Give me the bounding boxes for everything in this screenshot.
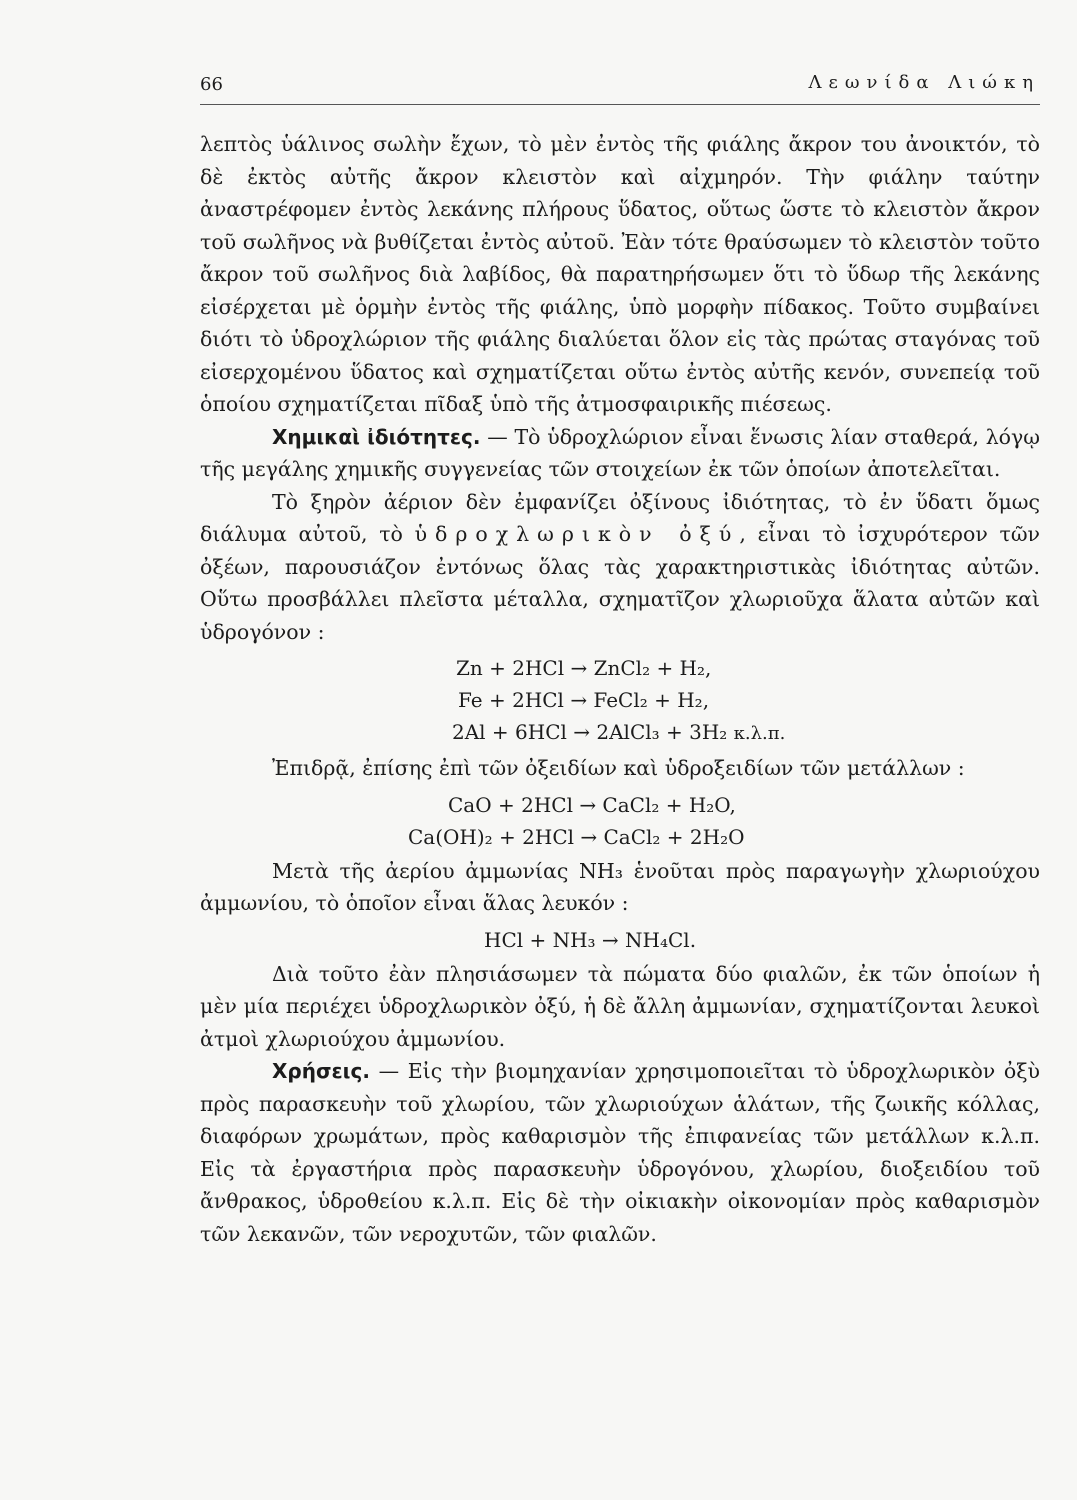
acid-text-after: , εἶναι τὸ ἰσχυρότερον τῶν ὀξέων, παρουσιάζον ἐντόνως ὅλας τὰς χαρακτηριστικὰς ἰδιότητας αὐτῶν. Οὕτω προσβάλλει πλεῖστα μέταλλα, σχηματῖζον χλωριοῦχα ἅλατα αὐτῶν καὶ ὑδρογόνον : xyxy=(200,522,1040,644)
acid-term: ὑδροχλωρικὸν ὀξύ xyxy=(414,522,740,546)
paragraph-acid-properties xyxy=(200,486,1040,649)
paragraph-chemical-properties xyxy=(200,421,1040,486)
paragraph-oxides: Ἐπιδρᾷ, ἐπίσης ἐπὶ τῶν ὀξειδίων καὶ ὑδροξειδίων τῶν μετάλλων : xyxy=(272,756,965,780)
header-rule xyxy=(200,104,1040,105)
page-body xyxy=(200,128,1040,1250)
paragraph-uses xyxy=(200,1055,1040,1250)
equations-oxides xyxy=(200,789,1040,853)
equation-iron: Fe + 2HCl → FeCl₂ + H₂, xyxy=(458,688,710,712)
paragraph-ammonia: Μετὰ τῆς ἀερίου ἀμμωνίας NH₃ ἑνοῦται πρὸς παραγωγὴν χλωριούχου ἀμμωνίου, τὸ ὁποῖον εἶναι ἅλας λευκόν : xyxy=(200,858,1040,915)
etc-abbreviation: κ.λ.π. xyxy=(733,723,786,744)
acid-text-before: Τὸ ξηρὸν ἀέριον δὲν ἐμφανίζει ὀξίνους ἰδιότητας, τὸ ἐν ὕδατι ὅμως διάλυμα αὐτοῦ, τὸ xyxy=(200,489,1040,546)
chemical-properties-text: — Τὸ ὑδροχλώριον εἶναι ἕνωσις λίαν σταθερά, λόγῳ τῆς μεγάλης χημικῆς συγγενείας τῶν στοιχείων ἐκ τῶν ὁποίων ἀποτελεῖται. xyxy=(200,424,1040,481)
equation-calcium-hydroxide: Ca(OH)₂ + 2HCl → CaCl₂ + 2H₂O xyxy=(408,824,745,849)
equations-metals xyxy=(200,652,1040,750)
paragraph-fountain-experiment: λεπτὸς ὑάλινος σωλὴν ἔχων, τὸ μὲν ἐντὸς τῆς φιάλης ἄκρον του ἀνοικτόν, τὸ δὲ ἐκτὸς αὐτῆς ἄκρον κλειστὸν καὶ αἰχμηρόν. Τὴν φιάλην ταύτην ἀναστρέφομεν ἐντὸς λεκάνης πλήρους ὕδατος, οὕτως ὥστε τὸ κλειστὸν ἄκρον τοῦ σωλῆνος νὰ βυθίζεται ἐντὸς αὐτοῦ. Ἐὰν τότε θραύσωμεν τὸ κλειστὸν τοῦτο ἄκρον τοῦ σωλῆνος διὰ λαβίδος, θὰ παρατηρήσωμεν ὅτι τὸ ὕδωρ τῆς λεκάνης εἰσέρχεται μὲ ὁρμὴν ἐντὸς τῆς φιάλης, ὑπὸ μορφὴν πίδακος. Τοῦτο συμβαίνει διότι τὸ ὑδροχλώριον τῆς φιάλης διαλύεται ὅλον εἰς τὰς πρώτας σταγόνας τοῦ εἰσερχομένου ὕδατος καὶ σχηματίζεται οὕτω ἐντὸς αὐτῆς κενόν, συνεπείᾳ τοῦ ὁποίου σχηματίζεται πῖδαξ ὑπὸ τῆς ἀτμοσφαιρικῆς πιέσεως. xyxy=(200,132,1040,416)
equations-ammonia xyxy=(200,924,1040,956)
equation-aluminium xyxy=(200,716,1040,750)
uses-text: — Εἰς τὴν βιομηχανίαν χρησιμοποιεῖται τὸ ὑδροχλωρικὸν ὀξὺ πρὸς παρασκευὴν τοῦ χλωρίου, τῶν χλωριούχων ἁλάτων, τῆς ζωικῆς κόλλας, διαφόρων χρωμάτων, πρὸς καθαρισμὸν τῆς ἐπιφανείας τῶν μετάλλων κ.λ.π. Εἰς τὰ ἐργαστήρια πρὸς παρασκευὴν ὑδρογόνου, χλωρίου, διοξειδίου τοῦ ἄνθρακος, ὑδροθείου κ.λ.π. Εἰς δὲ τὴν οἰκιακὴν οἰκονομίαν πρὸς καθαρισμὸν τῶν λεκανῶν, τῶν νεροχυτῶν, τῶν φιαλῶν. xyxy=(200,1059,1040,1246)
section-heading-uses: Χρήσεις. xyxy=(272,1059,370,1083)
equation-calcium-oxide: CaO + 2HCl → CaCl₂ + H₂O, xyxy=(448,792,736,817)
page-number: 66 xyxy=(200,74,223,95)
page-header xyxy=(200,70,1040,104)
equation-aluminium-text: 2Al + 6HCl → 2AlCl₃ + 3H₂ xyxy=(452,720,728,744)
equation-zinc: Zn + 2HCl → ZnCl₂ + H₂, xyxy=(456,656,712,680)
equation-ammonium-chloride: HCl + NH₃ → NH₄Cl. xyxy=(484,927,697,952)
running-head: Λεωνίδα Λιώκη xyxy=(808,72,1040,93)
paragraph-white-fumes: Διὰ τοῦτο ἐὰν πλησιάσωμεν τὰ πώματα δύο φιαλῶν, ἐκ τῶν ὁποίων ἡ μὲν μία περιέχει ὑδροχλωρικὸν ὀξύ, ἡ δὲ ἄλλη ἀμμωνίαν, σχηματίζονται λευκοὶ ἀτμοὶ χλωριούχου ἀμμωνίου. xyxy=(200,961,1040,1051)
section-heading-chemical-properties: Χημικαὶ ἰδιότητες. xyxy=(272,424,481,449)
